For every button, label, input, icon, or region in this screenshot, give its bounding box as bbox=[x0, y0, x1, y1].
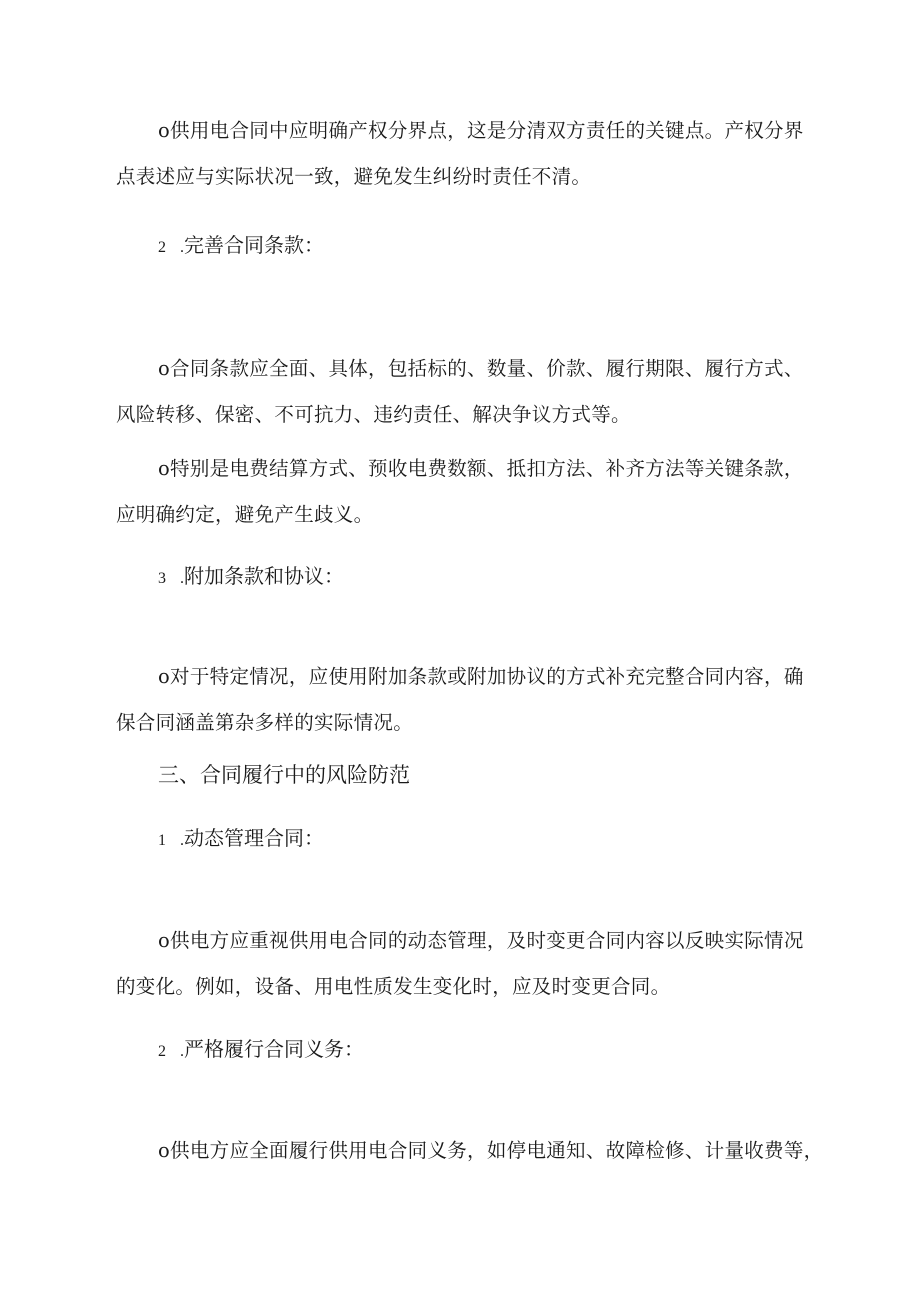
heading-additional-clauses bbox=[158, 561, 344, 594]
section-title: 三、合同履行中的风险防范 bbox=[158, 763, 410, 787]
paragraph-additional-agreements: o对于特定情况，应使用附加条款或附加协议的方式补充完整合同内容，确保合同涵盖第杂多样的实际情况。 bbox=[116, 665, 804, 734]
heading-fulfill-obligations bbox=[158, 1034, 364, 1067]
heading-text: 完善合同条款： bbox=[184, 233, 324, 257]
heading-number: 2 bbox=[158, 1043, 166, 1060]
heading-improve-contract-terms bbox=[158, 230, 324, 263]
heading-text: 动态管理合同： bbox=[184, 826, 324, 850]
paragraph-dynamic-management: o供电方应重视供用电合同的动态管理，及时变更合同内容以反映实际情况的变化。例如，设备、用电性质发生变化时，应及时变更合同。 bbox=[116, 929, 804, 998]
heading-dynamic-management bbox=[158, 823, 324, 856]
heading-number: 2 bbox=[158, 239, 166, 256]
paragraph-property-boundary: o供用电合同中应明确产权分界点，这是分清双方责任的关键点。产权分界点表述应与实际状况一致，避免发生纠纷时责任不清。 bbox=[116, 119, 804, 188]
paragraph-billing-terms: o特别是电费结算方式、预收电费数额、抵扣方法、补齐方法等关键条款，应明确约定，避免产生歧义。 bbox=[116, 457, 804, 526]
paragraph-contract-terms: o合同条款应全面、具体，包括标的、数量、价款、履行期限、履行方式、风险转移、保密、不可抗力、违约责任、解决争议方式等。 bbox=[116, 357, 804, 426]
heading-dot: . bbox=[180, 1043, 184, 1060]
heading-number: 3 bbox=[158, 570, 166, 587]
heading-dot: . bbox=[180, 832, 184, 849]
heading-dot: . bbox=[180, 570, 184, 587]
heading-number: 1 bbox=[158, 832, 166, 849]
heading-text: 严格履行合同义务： bbox=[184, 1037, 364, 1061]
heading-text: 附加条款和协议： bbox=[184, 564, 344, 588]
paragraph-fulfill-obligations: o供电方应全面履行供用电合同义务，如停电通知、故障检修、计量收费等， bbox=[158, 1139, 824, 1162]
heading-dot: . bbox=[180, 239, 184, 256]
